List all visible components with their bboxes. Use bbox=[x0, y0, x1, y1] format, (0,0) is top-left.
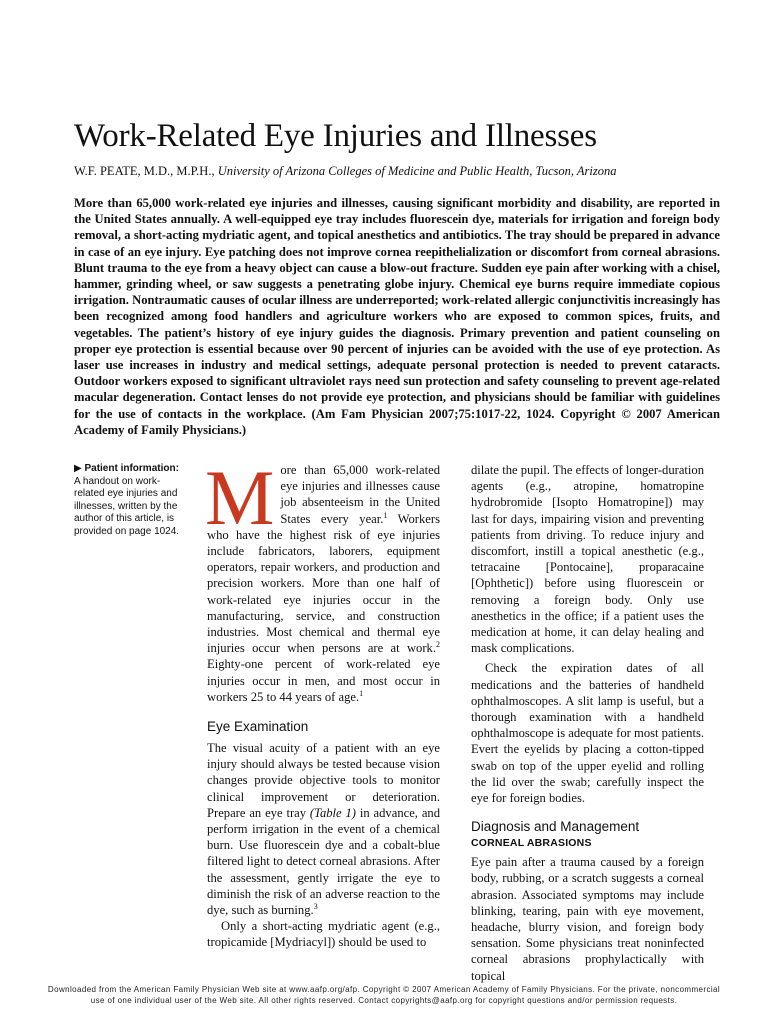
abstract: More than 65,000 work-related eye injuries and illnesses, causing significant morbidity and disability, are reported in the United States annually. A well-equipped eye tray includes fluorescein dye, materials for irrigation and foreign body removal, a short-acting mydriatic agent, and topical anesthetics and antibiotics. The tray should be prepared in advance in case of an eye injury. Eye patching does not improve cornea reepithelialization or discomfort from corneal abrasions. Blunt trauma to the eye from a heavy object can cause a blow-out fracture. Sudden eye pain after working with a chisel, hammer, grinding wheel, or saw suggests a penetrating globe injury. Chemical eye burns require immediate copious irrigation. Nontraumatic causes of ocular illness are underreported; work-related allergic conjunctivitis increasingly has been recognized among food handlers and agriculture workers who are exposed to common spices, fruits, and vegetables. The patient’s history of eye injury guides the diagnosis. Primary prevention and patient counseling on proper eye protection is essential because over 90 percent of injuries can be avoided with the use of eye protection. As laser use increases in industry and medical settings, adequate personal protection is needed to prevent cataracts. Outdoor workers exposed to significant ultraviolet rays need sun protection and safety counseling to prevent age-related macular degeneration. Contact lenses do not provide eye protection, and physicians should be familiar with guidelines for the use of contacts in the workplace. (Am Fam Physician 2007;75:1017-22, 1024. Copyright © 2007 American Academy of Family Physicians.) bbox=[74, 196, 720, 437]
corneal-paragraph: Eye pain after a trauma caused by a foreign body, rubbing, or a scratch suggests a corneal abrasion. Associated symptoms may include blinking, tearing, pain with eye movement, headache, blurry vision, and foreign body sensation. Some physicians treat noninfected corneal abrasions prophylactically with topical bbox=[471, 855, 704, 983]
footer-line-2: use of one individual user of the Web site. All other rights reserved. Contact copyrights@aafp.org for copyright questions and/or permission requests. bbox=[90, 996, 678, 1005]
pupil-paragraph: dilate the pupil. The effects of longer-duration agents (e.g., atropine, homatropine hydrobromide [Isopto Homatropine]) may last for days, impairing vision and preventing patients from driving. To reduce injury and discomfort, instill a topical anesthetic (e.g., tetracaine [Pontocaine], proparacaine [Ophthetic]) before using fluorescein or removing a foreign body. Only use anesthetics in the office; if a patient uses the medication at home, it can delay healing and mask complications. bbox=[471, 463, 704, 656]
equipment-paragraph: Check the expiration dates of all medications and the batteries of handheld ophthalmoscopes. A slit lamp is useful, but a thorough examination with a handheld ophthalmoscope is adequate for most patients. Evert the eyelids by placing a cotton-tipped swab on top of the upper eyelid and rolling the lid over the swab; carefully inspect the eye for foreign bodies. bbox=[471, 661, 704, 806]
patient-information-body: A handout on work-related eye injuries and illnesses, written by the author of this article, is provided on page 1024. bbox=[74, 475, 180, 537]
body-column-middle bbox=[205, 454, 440, 951]
citation-3: 1 bbox=[359, 688, 364, 698]
table-reference: (Table 1) bbox=[309, 805, 356, 820]
subheading-corneal-abrasions: CORNEAL ABRASIONS bbox=[471, 837, 592, 850]
patient-information-heading: ▶ Patient information: bbox=[74, 463, 179, 474]
exam-text-2: in advance, and perform irrigation in the event of a chemical burn. Use fluorescein dye and a cobalt-blue filtered light to detect corneal abrasions. After the assessment, gently irrigate the eye to diminish the risk of an adverse reaction to the dye, such as burning. bbox=[207, 805, 440, 918]
intro-text-2: Workers who have the highest risk of eye injuries include fabricators, laborers, equipment operators, repair workers, and production and precision workers. More than one half of work-related eye injuries occur in the manufacturing, service, and construction industries. Most chemical and thermal eye injuries occur when persons are at work. bbox=[207, 511, 440, 656]
exam-text-1: The visual acuity of a patient with an eye injury should always be tested because vision changes provide objective tools to monitor clinical improvement or deterioration. Prepare an eye tray bbox=[207, 741, 440, 820]
section-heading-eye-examination: Eye Examination bbox=[207, 719, 309, 735]
citation-4: 3 bbox=[313, 901, 318, 911]
exam-paragraph bbox=[207, 740, 440, 918]
author-name: W.F. PEATE, M.D., M.P.H., bbox=[74, 164, 215, 178]
section-heading-diagnosis: Diagnosis and Management bbox=[471, 819, 640, 835]
byline bbox=[74, 163, 734, 179]
article-title: Work-Related Eye Injuries and Illnesses bbox=[74, 118, 597, 154]
author-affiliation: University of Arizona Colleges of Medicine and Public Health, Tucson, Arizona bbox=[217, 164, 617, 178]
drop-cap: M bbox=[205, 454, 275, 541]
mydriatic-paragraph: Only a short-acting mydriatic agent (e.g., tropicamide [Mydriacyl]) should be used to bbox=[207, 919, 440, 950]
citation-2: 2 bbox=[436, 640, 440, 650]
intro-text-3: Eighty-one percent of work-related eye injuries occur in men, and most occur in workers 25 to 44 years of age. bbox=[207, 657, 440, 704]
footer-line-1: Downloaded from the American Family Physician Web site at www.aafp.org/afp. Copyright © 2007 American Academy of Family Physicians. For the private, noncommercial bbox=[47, 985, 721, 994]
intro-text-1: ore than 65,000 work-related eye injuries and illnesses cause job absenteeism in the United States every year. bbox=[280, 463, 440, 526]
citation-1: 1 bbox=[383, 510, 388, 520]
body-column-right bbox=[471, 462, 704, 984]
copyright-footer bbox=[40, 984, 728, 1006]
patient-information-note bbox=[74, 463, 190, 538]
intro-paragraph bbox=[205, 454, 440, 705]
